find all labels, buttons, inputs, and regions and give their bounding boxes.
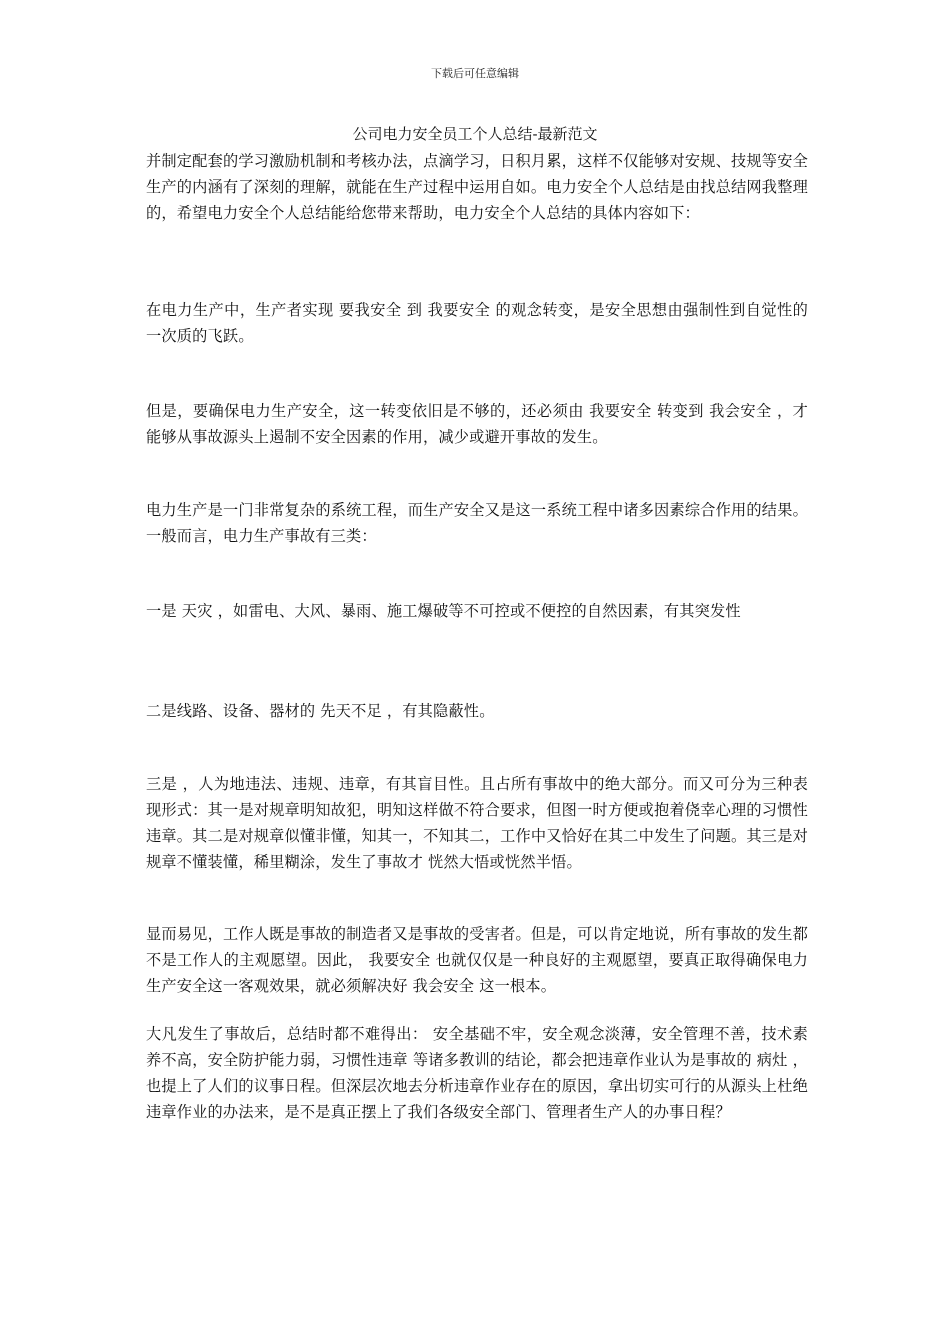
paragraph-intro: 并制定配套的学习激励机制和考核办法，点滴学习，日积月累，这样不仅能够对安规、技规等安全生产的内涵有了深刻的理解，就能在生产过程中运用自如。电力安全个人总结是由找总结网我整理的，希望电力安全个人总结能给您带来帮助，电力安全个人总结的具体内容如下： <box>146 152 808 222</box>
paragraph: 显而易见，工作人既是事故的制造者又是事故的受害者。但是，可以肯定地说，所有事故的发生都不是工作人的主观愿望。因此， 我要安全 也就仅仅是一种良好的主观愿望，要真正取得确保电力生产安全这一客观效果，就必须解决好 我会安全 这一根本。 <box>146 925 808 995</box>
paragraph: 在电力生产中，生产者实现 要我安全 到 我要安全 的观念转变，是安全思想由强制性到自觉性的一次质的飞跃。 <box>146 301 808 345</box>
document-title: 公司电力安全员工个人总结-最新范文 <box>352 125 598 143</box>
paragraph: 一是 天灾 ，如雷电、大风、暴雨、施工爆破等不可控或不便控的自然因素，有其突发性 <box>146 602 741 620</box>
paragraph: 但是，要确保电力生产安全，这一转变依旧是不够的，还必须由 我要安全 转变到 我会安全 ，才能够从事故源头上遏制不安全因素的作用，减少或避开事故的发生。 <box>146 402 808 446</box>
paragraph: 二是线路、设备、器材的 先天不足 ，有其隐蔽性。 <box>146 702 495 720</box>
header-note: 下载后可任意编辑 <box>431 67 519 80</box>
paragraph: 三是 ，人为地违法、违规、违章，有其盲目性。且占所有事故中的绝大部分。而又可分为三种表现形式：其一是对规章明知故犯，明知这样做不符合要求，但图一时方便或抱着侥幸心理的习惯性违章。其二是对规章似懂非懂，知其一，不知其二，工作中又恰好在其二中发生了问题。其三是对规章不懂装懂，稀里糊涂，发生了事故才 恍然大悟或恍然半悟。 <box>146 775 808 871</box>
paragraph: 大凡发生了事故后，总结时都不难得出： 安全基础不牢，安全观念淡薄，安全管理不善，技术素养不高，安全防护能力弱，习惯性违章 等诸多教训的结论，都会把违章作业认为是事故的 病灶 ，也提上了人们的议事日程。但深层次地去分析违章作业存在的原因，拿出切实可行的从源头上杜绝违章作业的办法来，是不是真正摆上了我们各级安全部门、管理者生产人的办事日程？ <box>146 1025 808 1121</box>
paragraph: 电力生产是一门非常复杂的系统工程，而生产安全又是这一系统工程中诸多因素综合作用的结果。一般而言，电力生产事故有三类： <box>146 501 808 545</box>
